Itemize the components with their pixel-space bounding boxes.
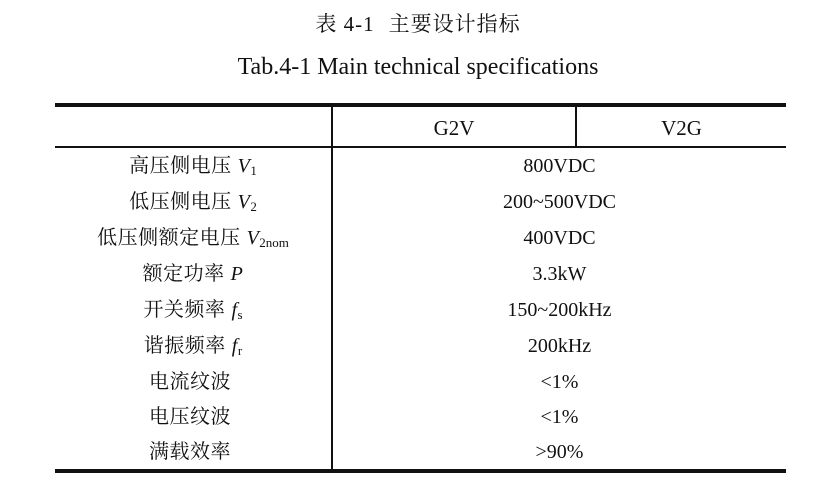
table-row: [55, 292, 786, 328]
parameter-name: 低压侧额定电压 $V_{2nom}$: [97, 227, 289, 250]
header-g2v: G2V: [433, 116, 475, 140]
parameter-value: <1%: [540, 371, 579, 393]
parameter-value: <1%: [540, 406, 579, 428]
table-row: [55, 328, 786, 364]
parameter-value: >90%: [535, 441, 584, 463]
table-caption-english: Tab.4-1 Main technical specifications: [237, 54, 599, 80]
table-row: [55, 220, 786, 256]
parameter-value: 3.3kW: [532, 263, 587, 285]
parameter-value: 400VDC: [523, 227, 596, 249]
parameter-name: 开关频率 $f_s$: [143, 299, 243, 322]
parameter-name: 谐振频率 $f_r$: [143, 335, 243, 358]
parameter-value: 200~500VDC: [502, 191, 617, 213]
header-v2g: V2G: [661, 116, 702, 140]
parameter-name: 满载效率: [149, 441, 231, 463]
table-caption-chinese: [0, 8, 836, 38]
parameter-name: 低压侧电压 $V_2$: [129, 191, 257, 214]
table-row: [55, 434, 786, 470]
parameter-value: 150~200kHz: [507, 299, 612, 321]
parameter-name: 额定功率 P: [142, 263, 244, 285]
parameter-name: 电压纹波: [149, 406, 231, 428]
table-row: [55, 399, 786, 435]
parameter-value: 800VDC: [523, 155, 596, 177]
table-row: [55, 364, 786, 400]
parameter-name: 电流纹波: [149, 371, 231, 393]
parameter-name: 高压侧电压 $V_1$: [129, 155, 257, 178]
table-row: [55, 184, 786, 220]
parameter-value: 200kHz: [527, 335, 592, 357]
table-title-chinese: 主要设计指标: [388, 12, 521, 36]
table-row: [55, 148, 786, 184]
table-number: 表 4-1: [315, 12, 375, 36]
table-row: [55, 256, 786, 292]
